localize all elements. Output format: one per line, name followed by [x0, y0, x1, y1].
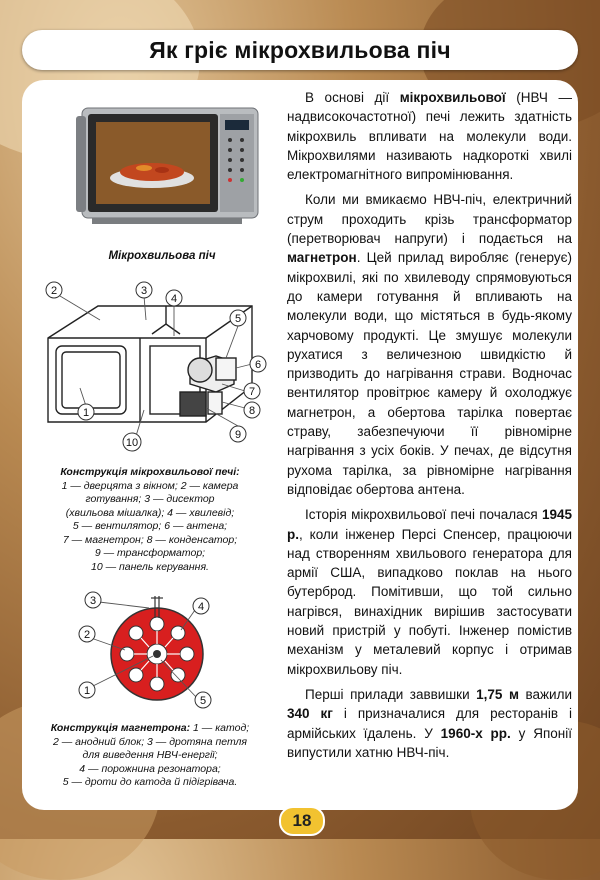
paragraph [287, 505, 572, 679]
text-run: Перші прилади заввишки [305, 686, 477, 702]
text-run: Коли ми вмикаємо НВЧ-піч, електричний струм проходить крізь трансформатор (перетворювач напруги) і подається на [287, 192, 572, 247]
text-run: (НВЧ — надвисокочастотної) печі лежить здатність мікрохвиль впливати на молекули води. Мікрохвилями називають надкороткі хвилі електромагнітного випромінювання. [287, 90, 572, 183]
oven-caption-line: 9 — трансформатор; [94, 547, 206, 559]
illustrations-column [22, 80, 272, 810]
oven-caption-line: 7 — магнетрон; 8 — конденсатор; [62, 533, 238, 546]
oven-caption-line: (хвильова мішалка); 4 — хвилевід; [65, 506, 235, 519]
oven-diagram [40, 276, 272, 456]
magnetron-label-5: 5 [199, 695, 207, 707]
paragraph [287, 88, 572, 184]
oven-caption-line: 5 — вентилятор; 6 — антена; [72, 520, 228, 532]
oven-label-7: 7 [248, 386, 256, 398]
paragraph [287, 190, 572, 499]
text-run: і призначалися для ресторанів і армійських їдалень. У [287, 706, 572, 741]
oven-label-5: 5 [234, 313, 242, 325]
oven-label-8: 8 [248, 405, 256, 417]
text-run: , коли інженер Персі Спенсер, працюючи над створенням хвильового генератора для армії США, випадково поклав на нього бутерброд. Помітивши, що той сильно нагрівся, винахідник вирішив застосувати новий пристрій у побуті. Інженер помістив механізм у металевий корпус і отримав мікрохвильову піч. [287, 526, 572, 677]
oven-label-6: 6 [254, 359, 262, 371]
oven-label-9: 9 [234, 429, 242, 441]
title-banner [22, 30, 578, 70]
magnetron-caption [30, 722, 270, 790]
bold-term: 340 кг [287, 706, 333, 722]
oven-label-2: 2 [50, 285, 58, 297]
microwave-photo [62, 94, 262, 244]
oven-caption-title: Конструкція мікрохвильової печі: [60, 466, 240, 478]
magnetron-label-2: 2 [83, 629, 91, 641]
text-run: важили [518, 686, 572, 702]
text-run: . Цей прилад виробляє (генерує) мікрохвилі, які по хвилеводу спрямовуються до камери готування й впливають на молекули води, що містяться в будь-якому харчовому продукті. Це змушує молекули рухатися з величезною швидкістю й призводить до нагрівання страви. Водночас вентилятор провітрює камеру й охолоджує магнетрон, а обертова тарілка повертає страву, забезпечуючи її рівномірне нагрівання з усіх боків. У печах, де відсутня рухома тарілка, за рівномірне нагрівання відповідає обертова антена. [287, 250, 572, 497]
oven-caption-line: 10 — панель керування. [91, 560, 209, 573]
text-run: Історія мікрохвильової печі почалася [305, 507, 542, 523]
oven-label-1: 1 [82, 407, 90, 419]
magnetron-caption-line: 5 — дроти до катода й підігрівача. [62, 776, 238, 788]
magnetron-label-3: 3 [89, 595, 97, 607]
magnetron-caption-title: Конструкція магнетрона: [50, 722, 191, 734]
oven-label-10: 10 [125, 437, 139, 449]
bold-term: магнетрон [287, 250, 357, 266]
oven-label-4: 4 [170, 293, 178, 305]
magnetron-label-1: 1 [83, 685, 91, 697]
paragraph [287, 685, 572, 762]
text-run: у Японії випустили хатню НВЧ-піч. [287, 725, 572, 760]
oven-caption [30, 466, 270, 574]
page-number: 18 [279, 806, 325, 836]
photo-caption: Мікрохвильова піч [108, 250, 216, 262]
magnetron-caption-line: 4 — порожнина резонатора; [79, 762, 221, 775]
magnetron-caption-line: 2 — анодний блок; 3 — дротяна петля [52, 735, 247, 748]
article-text [287, 88, 572, 768]
bold-term: 1945 р. [287, 507, 572, 542]
bold-term: 1,75 м [476, 686, 519, 702]
magnetron-diagram [77, 590, 237, 710]
bold-term: мікрохвильової [399, 90, 506, 105]
page-title: Як гріє мікрохвильова піч [149, 36, 451, 63]
bold-term: 1960-х рр. [440, 725, 511, 741]
oven-label-3: 3 [140, 285, 148, 297]
oven-caption-line: готування; 3 — дисектор [85, 493, 215, 505]
magnetron-caption-line: для виведення НВЧ-енергії; [82, 749, 218, 761]
content-panel [22, 80, 578, 810]
oven-caption-line: 1 — дверцята з вікном; 2 — камера [61, 479, 239, 492]
magnetron-label-4: 4 [197, 601, 205, 613]
magnetron-caption-line: 1 — катод; [190, 722, 250, 734]
text-run: В основі дії [305, 90, 400, 105]
